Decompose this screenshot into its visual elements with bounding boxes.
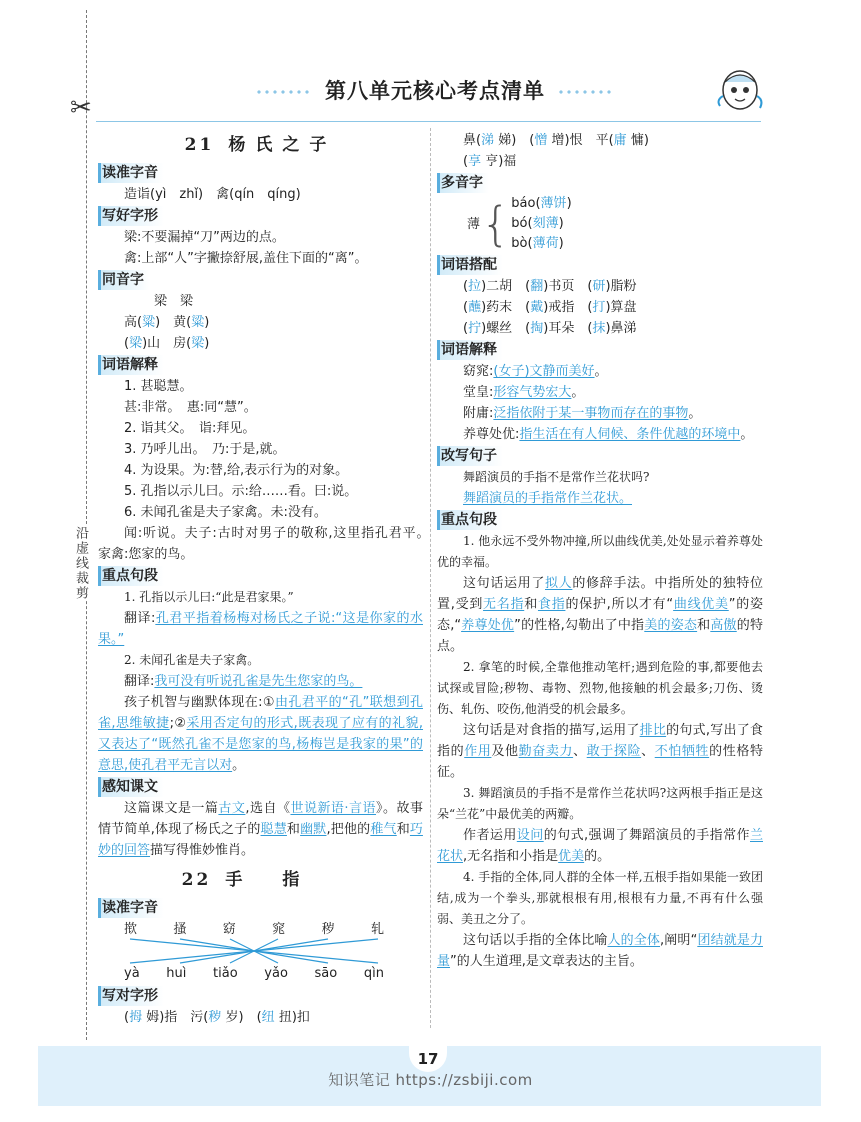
- lesson-21-heading: [98, 130, 423, 160]
- analysis: [437, 825, 763, 867]
- key-sentence: 2. 拿笔的时候,全靠他推动笔杆;遇到危险的事,都要他去试探或冒险;秽物、毒物、烈物,他接触的机会最多;刀伤、烫伤、轧伤、咬伤,他消受的机会最多。: [437, 660, 763, 716]
- char-choice-line: [437, 151, 763, 172]
- polyphone-option: [511, 234, 571, 254]
- answer: 纽: [261, 1010, 275, 1025]
- right-column: [437, 130, 763, 972]
- answer: 作用: [464, 744, 492, 759]
- section-heading: 词语解释: [98, 355, 164, 375]
- text: ): [558, 236, 564, 251]
- analysis: [98, 692, 423, 776]
- answer: 古文: [218, 801, 246, 816]
- collocation-row: [437, 276, 763, 297]
- text: 姆)指 污(: [142, 1010, 209, 1025]
- cut-line: [86, 10, 87, 1040]
- section-heading: 同音字: [98, 270, 150, 290]
- text: (: [463, 321, 469, 336]
- answer: 人的全体: [607, 933, 661, 948]
- vocab-line: 2. 诣其父。 诣:拜见。: [124, 421, 256, 436]
- match-pinyin-item: sāo: [314, 966, 338, 981]
- section-heading: 多音字: [437, 173, 489, 193]
- answer: 兰花状: [437, 828, 763, 864]
- answer: 指生活在有人伺候、条件优越的环境中: [519, 427, 741, 442]
- key-sentence: 1. 他永远不受外物冲撞,所以曲线优美,处处显示着养尊处优的幸福。: [437, 534, 763, 569]
- vocab-line: [437, 382, 763, 403]
- text: 和: [286, 822, 301, 837]
- key-sentence: 2. 未闻孔雀是夫子家禽。: [124, 653, 260, 667]
- answer: 聪慧: [260, 822, 287, 837]
- key-sentence: 1. 孔指以示儿曰:“此是君家果。”: [124, 590, 294, 604]
- answer: 设问: [516, 828, 544, 843]
- answer: 憎: [534, 133, 548, 148]
- page-number: 17: [409, 1046, 447, 1072]
- section-heading: 写对字形: [98, 986, 164, 1006]
- answer: 我可没有听说孔雀是先生您家的鸟。: [154, 674, 363, 689]
- section-heading: 写好字形: [98, 206, 164, 226]
- answer: 拉: [468, 279, 482, 294]
- text: 的性格特征。: [437, 744, 763, 780]
- text: báo(: [511, 196, 541, 211]
- answer: 薄荷: [532, 236, 559, 251]
- vocab-line: 闻:听说。夫子:古时对男子的敬称,这里指孔君平。 家禽:您家的鸟。: [98, 526, 437, 562]
- answer: 戴: [530, 300, 544, 315]
- text: )药末 (: [481, 300, 531, 315]
- text: 增)恨 平(: [547, 133, 614, 148]
- match-pinyin-item: tiǎo: [213, 966, 238, 981]
- text: (: [124, 1010, 130, 1025]
- text: ): [204, 336, 210, 351]
- answer: 拟人: [545, 576, 573, 591]
- homophone-heads: 梁 梁: [154, 294, 194, 309]
- answer: 美的姿态: [644, 618, 698, 633]
- text: 鼻(: [463, 133, 482, 148]
- match-char: 揿: [124, 922, 138, 937]
- text: ,无名指和小指是: [463, 849, 559, 864]
- text: bò(: [511, 236, 533, 251]
- text: bó(: [511, 216, 533, 231]
- matching-lines: [124, 937, 384, 965]
- pronunciation-line: 造诣(yì zhǐ) 禽(qín qíng): [124, 187, 301, 202]
- answer: 敢于探险: [586, 744, 642, 759]
- answer: 勤奋卖力: [518, 744, 574, 759]
- text: )山 房(: [142, 336, 192, 351]
- answer: 曲线优美: [673, 597, 729, 612]
- answer: 高傲: [710, 618, 737, 633]
- text: )鼻涕: [605, 321, 637, 336]
- text: 、: [573, 744, 587, 759]
- text: )耳朵 (: [543, 321, 593, 336]
- char-choice-line: [98, 1007, 423, 1028]
- vocab-line: 3. 乃呼儿出。 乃:于是,就。: [124, 442, 286, 457]
- answer: 刻薄: [532, 216, 559, 231]
- section-heading: 词语搭配: [437, 255, 503, 275]
- text: ) 黄(: [155, 315, 192, 330]
- answer: 研: [592, 279, 606, 294]
- translation: [98, 671, 423, 692]
- text: (: [463, 154, 469, 169]
- text: ;②: [169, 716, 187, 731]
- homophone-row: [98, 312, 423, 333]
- answer: 翻: [530, 279, 544, 294]
- text: 娣) (: [494, 133, 535, 148]
- match-char: 轧: [370, 922, 384, 937]
- collocation-row: [437, 297, 763, 318]
- writing-tip: 禽:上部“人”字撇捺舒展,盖住下面的“离”。: [124, 251, 368, 266]
- answer: 采用否定句的形式,既表现了应有的礼貌,又表达了“既然孔雀不是您家的鸟,杨梅岂是我家的果”的意思,使孔君平无言以对: [98, 716, 424, 773]
- text: 。: [594, 364, 608, 379]
- lesson-number: 22: [181, 870, 212, 890]
- answer: 拇: [129, 1010, 143, 1025]
- text: 扭)扣: [274, 1010, 310, 1025]
- column-divider: [430, 128, 431, 1028]
- answer: 梁: [191, 336, 205, 351]
- text: 。: [571, 385, 585, 400]
- answer: 薄饼: [540, 196, 567, 211]
- char-choice-line: [437, 130, 763, 151]
- text: 岁) (: [221, 1010, 262, 1025]
- text: 翻译:: [124, 611, 156, 626]
- key-sentence: 4. 手指的全体,同人群的全体一样,五根手指如果能一致团结,成为一个拳头,那就根根有用,根根有力量,不再有什么强弱、美丑之分了。: [437, 870, 763, 926]
- vocab-line: 5. 孔指以示儿曰。示:给……看。曰:说。: [124, 484, 358, 499]
- text: )螺丝 (: [481, 321, 531, 336]
- text: ”的姿态,“: [437, 597, 763, 633]
- text: 。: [740, 427, 754, 442]
- section-heading: 词语解释: [437, 340, 503, 360]
- vocab-line: 甚:非常。 惠:同“慧”。: [124, 400, 257, 415]
- pinyin-matching: [124, 919, 384, 985]
- text: 的修辞手法。中指所处的独特位置,受到: [437, 576, 763, 612]
- analysis: [437, 720, 763, 783]
- match-pinyin-item: yà: [124, 966, 140, 981]
- lesson-22-heading: [98, 865, 423, 895]
- answer: 掏: [530, 321, 544, 336]
- text: 的。: [584, 849, 611, 864]
- text: )二胡 (: [481, 279, 531, 294]
- answer: 涕: [481, 133, 495, 148]
- collocation-row: [437, 318, 763, 339]
- text: )书页 (: [543, 279, 593, 294]
- polyphone-char: 薄: [467, 216, 481, 232]
- page-header: [255, 76, 615, 106]
- text: )算盘: [605, 300, 637, 315]
- analysis: [437, 573, 763, 657]
- answer: 抹: [592, 321, 606, 336]
- cut-instruction: 沿虚线裁剪: [73, 526, 88, 601]
- match-pinyin: [124, 963, 384, 984]
- match-char: 搔: [173, 922, 187, 937]
- lesson-title: 杨氏之子: [228, 135, 337, 155]
- match-pinyin-item: qìn: [363, 966, 384, 981]
- text: ”的人生道理,是文章表达的主旨。: [450, 954, 643, 969]
- homophone-row: [98, 333, 423, 354]
- polyphone-options: [511, 194, 571, 254]
- text: (: [463, 300, 469, 315]
- text: ,阐明“: [660, 933, 698, 948]
- answer: 幽默: [300, 822, 327, 837]
- text: 的句式,强调了舞蹈演员的手指常作: [543, 828, 750, 843]
- text: 的保护,所以才有“: [565, 597, 674, 612]
- answer: 拧: [468, 321, 482, 336]
- lesson-number: 21: [184, 135, 215, 155]
- text: 这句话以手指的全体比喻: [463, 933, 608, 948]
- text: ): [204, 315, 210, 330]
- answer: 享: [468, 154, 482, 169]
- text: ”的性格,勾勒出了中指: [514, 618, 645, 633]
- text: 堂皇:: [463, 385, 494, 400]
- text: )脂粉: [605, 279, 637, 294]
- answer: 团结就是力量: [437, 933, 763, 969]
- answer: 食指: [537, 597, 566, 612]
- text: 和: [524, 597, 538, 612]
- text: 和: [697, 618, 711, 633]
- answer: 孔君平指着杨梅对杨氏之子说:“这是你家的水果。”: [98, 611, 423, 647]
- text: 》。故事情节简单,体现了杨氏之子的: [98, 801, 423, 837]
- section-heading: 重点句段: [437, 510, 503, 530]
- section-heading: 改写句子: [437, 446, 503, 466]
- header-rule: [96, 121, 761, 122]
- match-char: 窈: [222, 922, 236, 937]
- text: 及他: [491, 744, 519, 759]
- match-pinyin-item: yǎo: [264, 966, 288, 981]
- vocab-line: 6. 未闻孔雀是夫子家禽。未:没有。: [124, 505, 327, 520]
- vocab-line: 4. 为设果。为:替,给,表示行为的对象。: [124, 463, 349, 478]
- translation: [98, 608, 423, 650]
- text: 亨)福: [481, 154, 517, 169]
- analysis: [437, 930, 763, 972]
- answer: 由孔君平的“孔”联想到孔雀,思维敏捷: [98, 695, 423, 731]
- vocab-line: [437, 424, 763, 445]
- brace-icon: {: [481, 197, 511, 251]
- text: 养尊处优:: [463, 427, 520, 442]
- key-sentence: 3. 舞蹈演员的手指不是常作兰花状吗?这两根手指正是这朵“兰花”中最优美的两瓣。: [437, 786, 763, 821]
- match-char: 窕: [272, 922, 286, 937]
- page-title: 第八单元核心考点清单: [325, 79, 545, 103]
- left-column: [98, 130, 437, 1028]
- text: ): [566, 196, 572, 211]
- text: 这篇课文是一篇: [124, 801, 219, 816]
- answer: 无名指: [483, 597, 525, 612]
- writing-tip: 梁:不要漏掉“刀”两边的点。: [124, 230, 285, 245]
- answer: 梁: [129, 336, 143, 351]
- section-heading: 读准字音: [98, 163, 164, 183]
- polyphone-group: [437, 194, 763, 254]
- text: ): [558, 216, 564, 231]
- summary: [98, 798, 423, 861]
- text: 这句话运用了: [463, 576, 545, 591]
- section-heading: 读准字音: [98, 898, 164, 918]
- mascot-icon: [712, 66, 768, 118]
- polyphone-option: [511, 194, 571, 214]
- answer: (女子)文静而美好: [493, 364, 595, 379]
- text: (: [463, 279, 469, 294]
- header-dots-right: [557, 90, 615, 94]
- scissors-icon: ✂: [70, 93, 92, 123]
- answer: 排比: [639, 723, 667, 738]
- answer: 优美: [558, 849, 585, 864]
- vocab-line: [437, 403, 763, 424]
- text: 翻译:: [124, 674, 155, 689]
- text: 和: [396, 822, 410, 837]
- lesson-title: 手指: [225, 870, 340, 890]
- answer: 打: [592, 300, 606, 315]
- answer: 世说新语·言语: [290, 801, 377, 816]
- text: 高(: [124, 315, 143, 330]
- answer: 巧妙的回答: [98, 822, 423, 858]
- text: 、: [641, 744, 655, 759]
- text: 窈窕:: [463, 364, 494, 379]
- text: 作者运用: [463, 828, 517, 843]
- vocab-line: [437, 361, 763, 382]
- text: 慵): [626, 133, 649, 148]
- text: )戒指 (: [543, 300, 593, 315]
- vocab-line: 1. 甚聪慧。: [124, 379, 193, 394]
- text: (: [124, 336, 130, 351]
- answer: 秽: [208, 1010, 222, 1025]
- text: 孩子机智与幽默体现在:①: [124, 695, 275, 710]
- text: 的句式,写出了食指的: [437, 723, 763, 759]
- text: 这句话是对食指的描写,运用了: [463, 723, 640, 738]
- polyphone-option: [511, 214, 571, 234]
- text: ,选自《: [245, 801, 291, 816]
- answer: 形容气势宏大: [493, 385, 572, 400]
- text: 的特点。: [437, 618, 763, 654]
- header-dots-left: [255, 90, 313, 94]
- text: 描写得惟妙惟肖。: [150, 843, 255, 858]
- answer: 蘸: [468, 300, 482, 315]
- rewrite-question: 舞蹈演员的手指不是常作兰花状吗?: [463, 470, 650, 484]
- answer: 养尊处优: [461, 618, 515, 633]
- section-heading: 感知课文: [98, 777, 164, 797]
- section-heading: 重点句段: [98, 566, 164, 586]
- match-char: 秽: [321, 922, 335, 937]
- answer: 不怕牺牲: [654, 744, 710, 759]
- text: 附庸:: [463, 406, 494, 421]
- answer: 粱: [142, 315, 156, 330]
- watermark: 知识笔记 https://zsbiji.com: [328, 1071, 533, 1089]
- answer: 泛指依附于某一事物而存在的事物: [493, 406, 689, 421]
- text: ,把他的: [326, 822, 371, 837]
- answer: 稚气: [370, 822, 397, 837]
- answer: 粱: [191, 315, 205, 330]
- match-pinyin-item: huì: [166, 966, 187, 981]
- answer: 庸: [613, 133, 627, 148]
- text: 。: [688, 406, 702, 421]
- rewrite-answer: 舞蹈演员的手指常作兰花状。: [463, 491, 633, 506]
- text: 。: [232, 758, 246, 773]
